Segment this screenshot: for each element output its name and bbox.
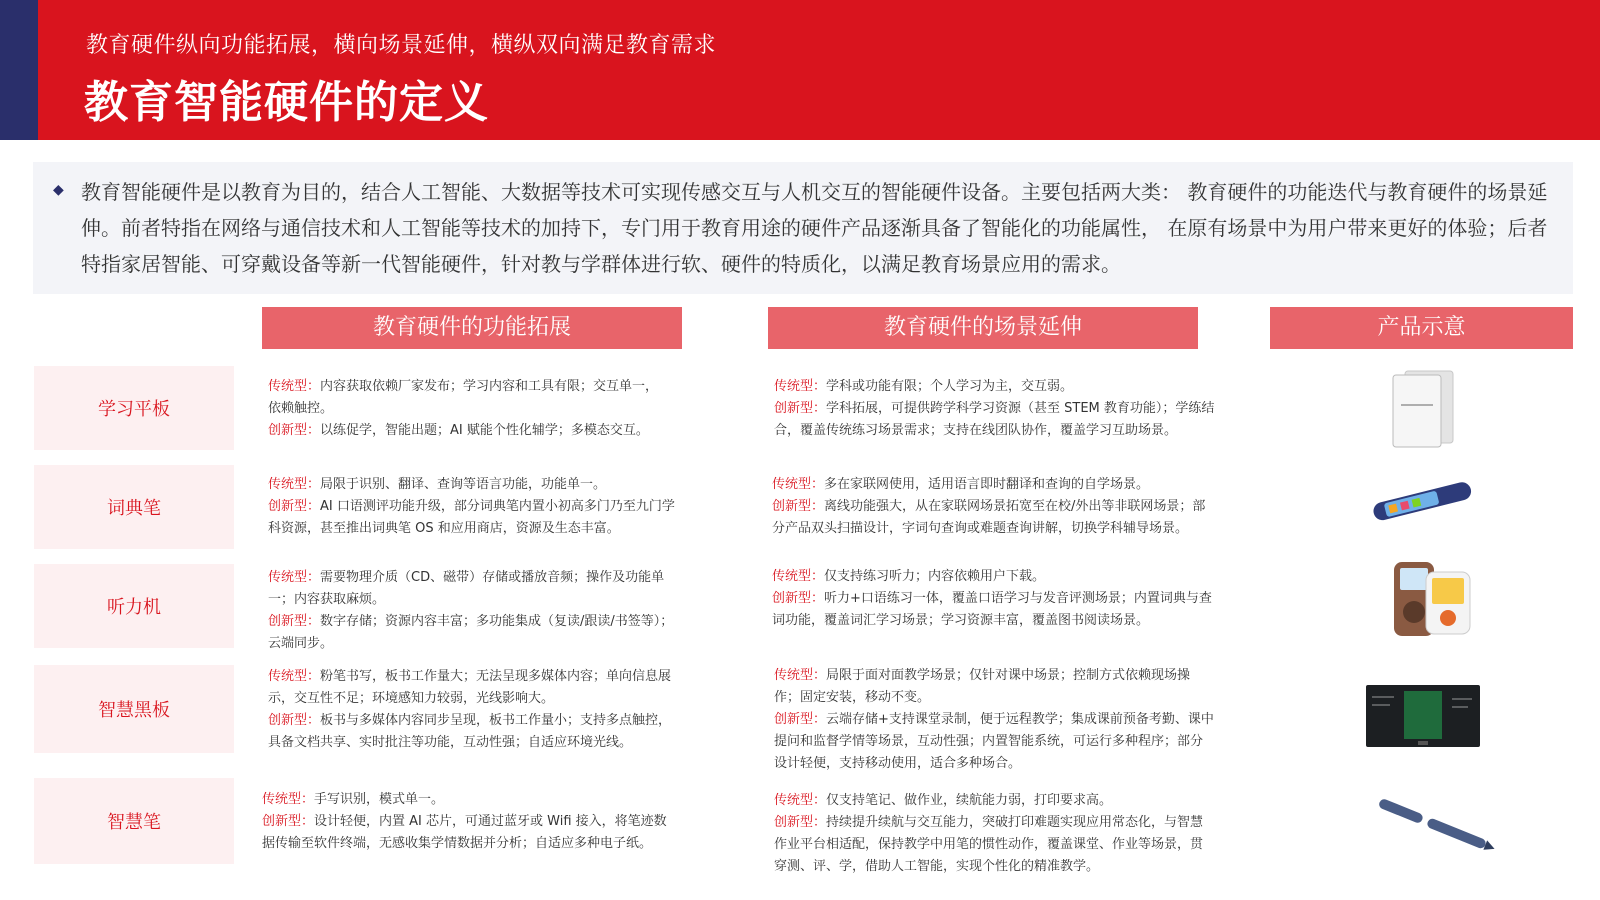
banner-accent-bar — [0, 0, 38, 140]
traditional-label: 传统型： — [772, 477, 825, 492]
scene-desc — [774, 376, 1224, 442]
category-smart-blackboard: 智慧黑板 — [34, 665, 234, 753]
function-traditional-text: 需要物理介质（CD、磁带）存储或播放音频；操作及功能单一；内容获取麻烦。 — [268, 570, 665, 607]
scene-desc — [772, 474, 1212, 540]
traditional-label: 传统型： — [262, 792, 315, 807]
scene-traditional-text: 学科或功能有限；个人学习为主，交互弱。 — [826, 379, 1074, 394]
innovative-label: 创新型： — [772, 499, 825, 514]
function-innovative-text: 以练促学，智能出题；AI 赋能个性化辅学；多模态交互。 — [320, 423, 649, 438]
category-dictionary-pen: 词典笔 — [34, 465, 234, 549]
dictionary-pen-icon — [1368, 470, 1478, 530]
innovative-label: 创新型： — [774, 815, 827, 830]
scene-innovative-text: 听力+口语练习一体，覆盖口语学习与发音评测场景；内置词典与查词功能，覆盖词汇学习场景；学习资源丰富，覆盖图书阅读场景。 — [772, 591, 1212, 628]
smart-pen-icon — [1370, 798, 1500, 858]
function-traditional-text: 局限于识别、翻译、查询等语言功能，功能单一。 — [320, 477, 607, 492]
column-header-product: 产品示意 — [1270, 307, 1573, 349]
scene-desc — [772, 566, 1212, 632]
scene-traditional-text: 局限于面对面教学场景；仅针对课中场景；控制方式依赖现场操作；固定安装，移动不变。 — [774, 668, 1191, 705]
traditional-label: 传统型： — [774, 668, 827, 683]
traditional-label: 传统型： — [772, 569, 825, 584]
column-header-scene: 教育硬件的场景延伸 — [768, 307, 1198, 349]
listening-device-icon — [1388, 558, 1478, 640]
function-traditional-text: 手写识别，模式单一。 — [314, 792, 445, 807]
traditional-label: 传统型： — [268, 477, 321, 492]
diamond-bullet-icon: ◆ — [53, 182, 64, 198]
function-desc — [268, 474, 678, 540]
innovative-label: 创新型： — [268, 423, 321, 438]
page-subtitle: 教育硬件纵向功能拓展，横向场景延伸，横纵双向满足教育需求 — [86, 33, 717, 58]
function-traditional-text: 粉笔书写，板书工作量大；无法呈现多媒体内容；单向信息展示，交互性不足；环境感知力较弱，光线影响大。 — [268, 669, 672, 706]
scene-innovative-text: 离线功能强大，从在家联网场景拓宽至在校/外出等非联网场景；部分产品双头扫描设计，字词句查询或难题查询讲解，切换学科辅导场景。 — [772, 499, 1206, 536]
innovative-label: 创新型： — [268, 499, 321, 514]
scene-traditional-text: 多在家联网使用，适用语言即时翻译和查询的自学场景。 — [824, 477, 1150, 492]
innovative-label: 创新型： — [268, 713, 321, 728]
function-traditional-text: 内容获取依赖厂家发布；学习内容和工具有限；交互单一，依赖触控。 — [268, 379, 659, 416]
scene-traditional-text: 仅支持笔记、做作业，续航能力弱，打印要求高。 — [826, 793, 1113, 808]
function-desc — [268, 567, 678, 655]
category-learning-tablet: 学习平板 — [34, 366, 234, 450]
function-innovative-text: 数字存储；资源内容丰富；多功能集成（复读/跟读/书签等）；云端同步。 — [268, 614, 674, 651]
category-listening-device: 听力机 — [34, 564, 234, 648]
innovative-label: 创新型： — [262, 814, 315, 829]
innovative-label: 创新型： — [772, 591, 825, 606]
function-innovative-text: AI 口语测评功能升级，部分词典笔内置小初高多门乃至九门学科资源，甚至推出词典笔 OS 和应用商店，资源及生态丰富。 — [268, 499, 675, 536]
category-smart-pen: 智慧笔 — [34, 778, 234, 864]
scene-desc — [774, 790, 1214, 878]
scene-innovative-text: 持续提升续航与交互能力，突破打印难题实现应用常态化，与智慧作业平台相适配，保持教学中用笔的惯性动作，覆盖课堂、作业等场景，贯穿测、评、学，借助人工智能，实现个性化的精准教学。 — [774, 815, 1204, 874]
function-desc — [268, 376, 668, 442]
traditional-label: 传统型： — [268, 669, 321, 684]
column-header-function: 教育硬件的功能拓展 — [262, 307, 682, 349]
innovative-label: 创新型： — [774, 712, 827, 727]
traditional-label: 传统型： — [774, 379, 827, 394]
scene-traditional-text: 仅支持练习听力；内容依赖用户下载。 — [824, 569, 1046, 584]
traditional-label: 传统型： — [268, 379, 321, 394]
smart-blackboard-icon — [1364, 683, 1482, 751]
function-desc — [268, 666, 678, 754]
traditional-label: 传统型： — [268, 570, 321, 585]
tablet-icon — [1385, 365, 1465, 449]
function-desc — [262, 789, 672, 855]
scene-innovative-text: 云端存储+支持课堂录制，便于远程教学；集成课前预备考勤、课中提问和监督学情等场景，互动性强；内置智能系统，可运行多种程序；部分设计轻便，支持移动使用，适合多种场合。 — [774, 712, 1214, 771]
scene-desc — [774, 665, 1214, 775]
scene-innovative-text: 学科拓展，可提供跨学科学习资源（甚至 STEM 教育功能）；学练结合，覆盖传统练习场景需求；支持在线团队协作，覆盖学习互助场景。 — [774, 401, 1215, 438]
function-innovative-text: 板书与多媒体内容同步呈现，板书工作量小；支持多点触控，具备文档共享、实时批注等功能，互动性强；自适应环境光线。 — [268, 713, 672, 750]
page-title: 教育智能硬件的定义 — [84, 77, 489, 128]
innovative-label: 创新型： — [268, 614, 321, 629]
intro-box — [33, 162, 1573, 294]
innovative-label: 创新型： — [774, 401, 827, 416]
function-innovative-text: 设计轻便，内置 AI 芯片，可通过蓝牙或 Wifi 接入，将笔迹数据传输至软件终端，无感收集学情数据并分析；自适应多种电子纸。 — [262, 814, 667, 851]
intro-text: 教育智能硬件是以教育为目的，结合人工智能、大数据等技术可实现传感交互与人机交互的智能硬件设备。主要包括两大类： 教育硬件的功能迭代与教育硬件的场景延伸。前者特指在网络与通信技术和人工智能等技术的加持下，专门用于教育用途的硬件产品逐渐具备了智能化的功能属性， 在原有场景中为用户带来更好的体验；后者特指家居智能、可穿戴设备等新一代智能硬件，针对教与学群体进行软、硬件的特质化，以满足教育场景应用的需求。 — [81, 180, 1548, 276]
header-banner — [0, 0, 1600, 140]
traditional-label: 传统型： — [774, 793, 827, 808]
